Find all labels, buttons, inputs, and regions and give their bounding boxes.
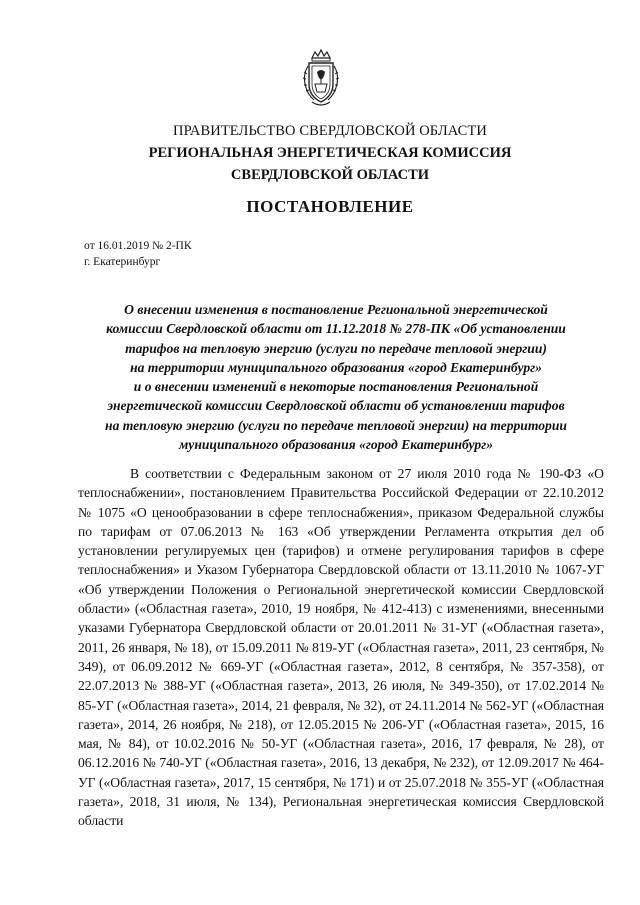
- government-name: ПРАВИТЕЛЬСТВО СВЕРДЛОВСКОЙ ОБЛАСТИ: [173, 123, 487, 139]
- subject-line: и о внесении изменений в некоторые постановления Региональной: [133, 379, 539, 395]
- document-date-number: от 16.01.2019 № 2-ПК: [84, 240, 192, 252]
- subject-line: энергетической комиссии Свердловской области об установлении тарифов: [107, 398, 565, 414]
- document-title: ПОСТАНОВЛЕНИЕ: [246, 197, 414, 216]
- document-city: г. Екатеринбург: [84, 256, 161, 268]
- document-meta: [84, 238, 192, 270]
- subject-line: муниципального образования «город Екатеринбург»: [178, 437, 494, 453]
- document-subject: [72, 300, 600, 454]
- commission-name-line2: СВЕРДЛОВСКОЙ ОБЛАСТИ: [230, 167, 430, 183]
- subject-line: тарифов на тепловую энергию (услуги по передаче тепловой энергии): [125, 340, 547, 356]
- subject-line: О внесении изменения в постановление Региональной энергетической: [124, 302, 548, 317]
- commission-name-line1: РЕГИОНАЛЬНАЯ ЭНЕРГЕТИЧЕСКАЯ КОМИССИЯ: [148, 145, 512, 161]
- subject-line: на тепловую энергию (услуги по передаче тепловой энергии) на территории: [105, 417, 567, 433]
- subject-line: на территории муниципального образования «город Екатеринбург»: [130, 359, 542, 375]
- coat-of-arms-icon: [300, 48, 342, 108]
- issuer-header: [60, 120, 600, 186]
- body-paragraph: В соответствии с Федеральным законом от 27 июля 2010 года № 190-ФЗ «О теплоснабжении», постановлением Правительства Российской Федерации от 22.10.2012 № 1075 «О ценообразовании в сфере теплоснабжения», приказом Федеральной службы по тарифам от 07.06.2013 № 163 «Об утверждении Регламента открытия дел об установлении регулируемых цен (тарифов) и отмене регулирования тарифов в сфере теплоснабжения» и Указом Губернатора Свердловской области от 13.11.2010 № 1067-УГ «Об утверждении Положения о Региональной энергетической комиссии Свердловской области» («Областная газета», 2010, 19 ноября, № 412-413) с изменениями, внесенными указами Губернатора Свердловской области от 20.01.2011 № 31-УГ («Областная газета», 2011, 26 января, № 18), от 15.09.2011 № 819-УГ («Областная газета», 2011, 23 сентября, № 349), от 06.09.2012 № 669-УГ («Областная газета», 2012, 8 сентября, № 357-358), от 22.07.2013 № 388-УГ («Областная газета», 2013, 26 июля, № 349-350), от 17.02.2014 № 85-УГ («Областная газета», 2014, 21 февраля, № 32), от 24.11.2014 № 562-УГ («Областная газета», 2014, 26 ноября, № 218), от 12.05.2015 № 206-УГ («Областная газета», 2015, 16 мая, № 84), от 10.02.2016 № 50-УГ («Областная газета», 2016, 17 февраля, № 28), от 06.12.2016 № 740-УГ («Областная газета», 2016, 13 декабря, № 232), от 12.09.2017 № 464-УГ («Областная газета», 2017, 15 сентября, № 171) и от 25.07.2018 № 355-УГ («Областная газета», 2018, 31 июля, № 134), Региональная энергетическая комиссия Свердловской области: [78, 466, 604, 829]
- subject-line: комиссии Свердловской области от 11.12.2018 № 278-ПК «Об установлении: [106, 321, 566, 337]
